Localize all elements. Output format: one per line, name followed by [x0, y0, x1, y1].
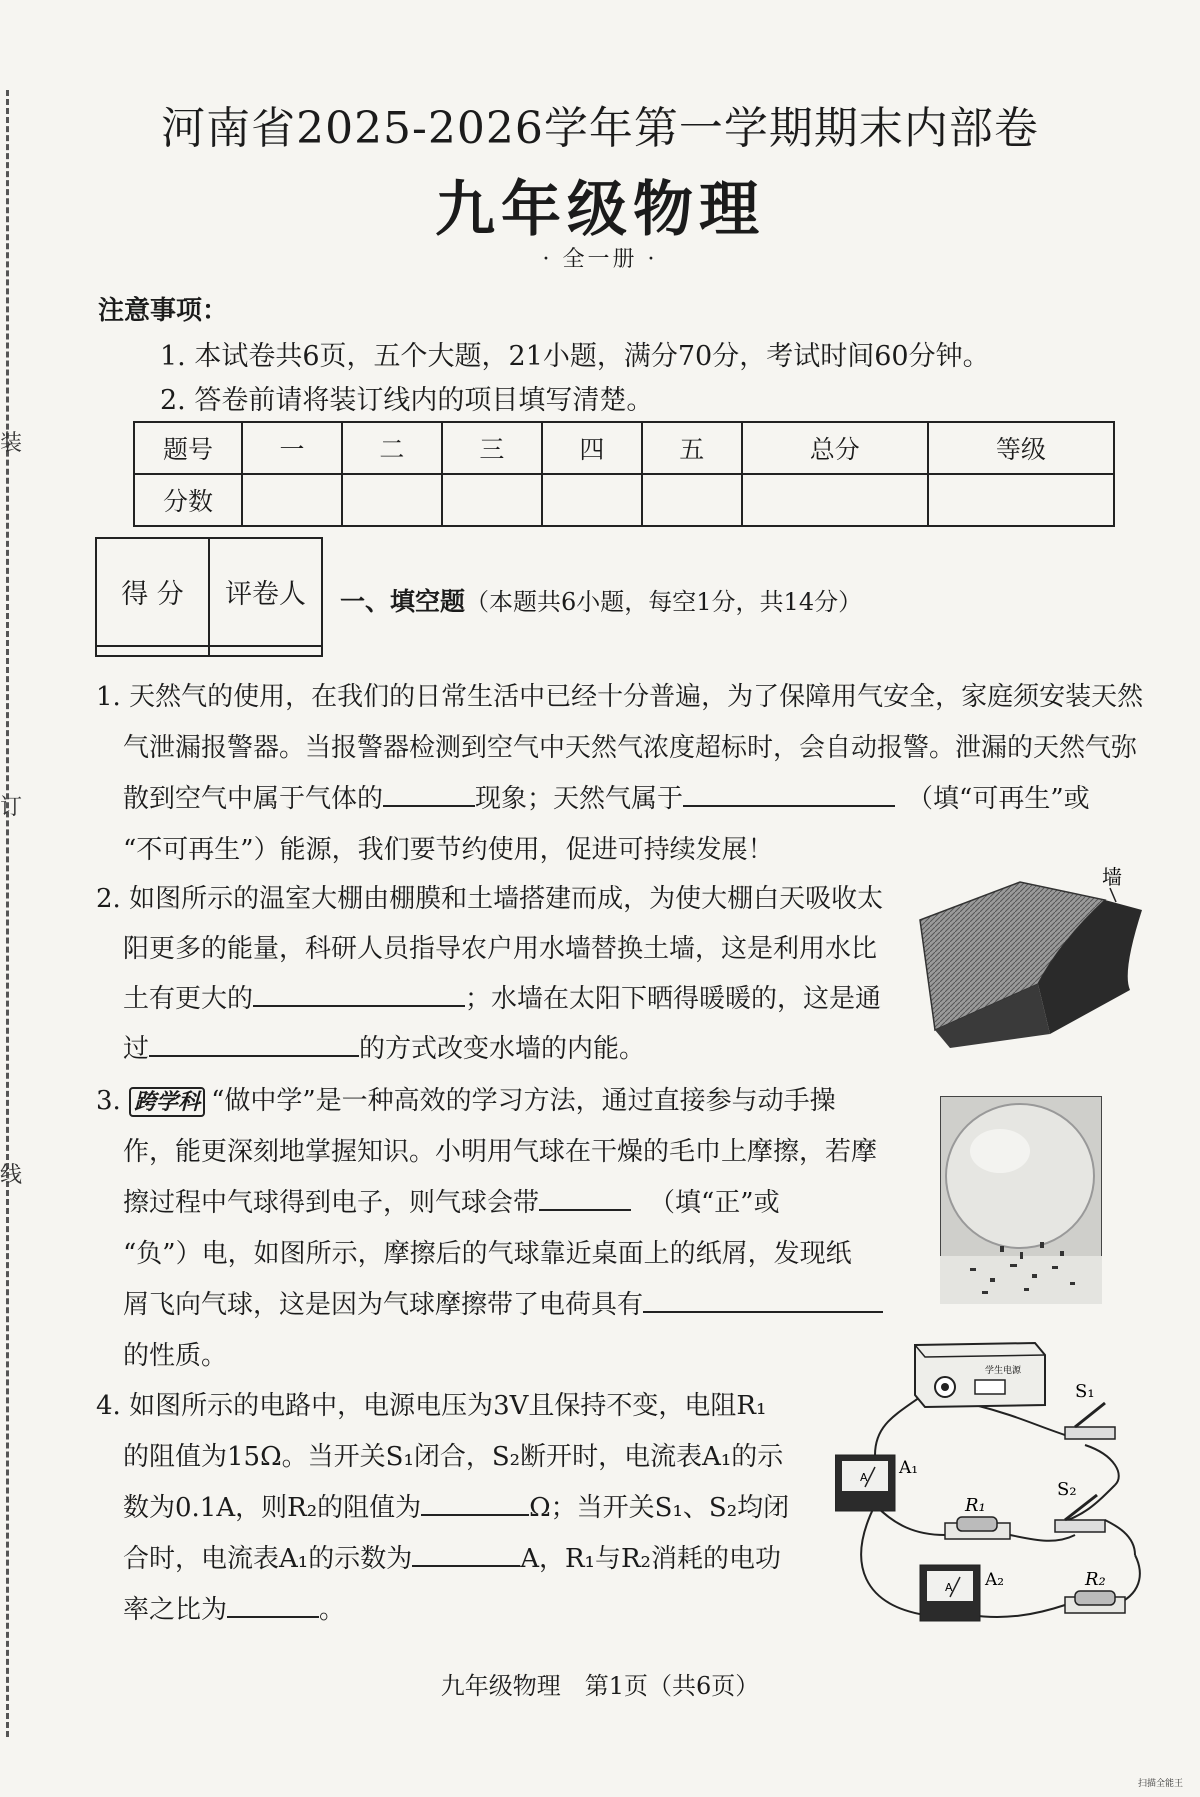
- score-cell[interactable]: [542, 474, 642, 526]
- question-1-line: 气泄漏报警器。当报警器检测到空气中天然气浓度超标时，会自动报警。泄漏的天然气弥: [123, 733, 1138, 763]
- table-header-cell: 总分: [742, 422, 928, 474]
- table-header-cell: 四: [542, 422, 642, 474]
- answer-blank[interactable]: [253, 979, 465, 1007]
- text-segment: 过: [123, 1034, 150, 1064]
- question-3-line: 作，能更深刻地掌握知识。小明用气球在干燥的毛巾上摩擦，若摩: [123, 1137, 878, 1167]
- section-note: （本题共6小题，每空1分，共14分）: [465, 588, 863, 616]
- question-3-line: “负”）电，如图所示，摩擦后的气球靠近桌面上的纸屑，发现纸: [123, 1239, 852, 1269]
- answer-blank[interactable]: [149, 1029, 359, 1057]
- resistor-r1: [945, 1495, 1010, 1539]
- score-cell[interactable]: [742, 474, 928, 526]
- text-segment: （填“可再生”或: [907, 784, 1090, 814]
- grader-box: [95, 537, 323, 657]
- table-row: [96, 646, 322, 656]
- text-segment: “做中学”是一种高效的学习方法，通过直接参与动手操: [211, 1086, 836, 1116]
- question-3-line: [96, 1076, 836, 1127]
- text-segment: 。: [319, 1595, 346, 1625]
- text-segment: 率之比为: [123, 1595, 228, 1625]
- table-header-cell: 二: [342, 422, 442, 474]
- subject-title: 九年级物理: [435, 175, 765, 245]
- text-segment: 擦过程中气球得到电子，则气球会带: [123, 1188, 540, 1218]
- question-3-line: [123, 1178, 780, 1229]
- binding-char: 装: [0, 431, 23, 456]
- power-supply: [915, 1343, 1045, 1407]
- note-item: 1. 本试卷共6页，五个大题，21小题，满分70分，考试时间60分钟。: [160, 341, 990, 372]
- question-2-line: [123, 1024, 645, 1075]
- text-segment: Ω；当开关S₁、S₂均闭: [529, 1493, 790, 1523]
- binding-line: [0, 90, 9, 1737]
- power-supply-label: 学生电源: [985, 1366, 1022, 1376]
- switch-s1: [1065, 1381, 1115, 1439]
- switch-s2: [1055, 1479, 1105, 1532]
- question-4-line: 4. 如图所示的电路中，电源电压为3V且保持不变，电阻R₁: [96, 1391, 767, 1421]
- figure-label: 墙: [1102, 865, 1122, 889]
- answer-blank[interactable]: [383, 779, 475, 807]
- question-2-line: 2. 如图所示的温室大棚由棚膜和土墙搭建而成，为使大棚白天吸收太: [96, 884, 884, 914]
- question-2-line: [123, 974, 881, 1025]
- note-item: 2. 答卷前请将装订线内的项目填写清楚。: [160, 385, 654, 416]
- answer-blank[interactable]: [643, 1285, 883, 1313]
- table-header-cell: 等级: [928, 422, 1114, 474]
- score-cell[interactable]: [928, 474, 1114, 526]
- text-segment: 屑飞向气球，这是因为气球摩擦带了电荷具有: [123, 1290, 644, 1320]
- greenhouse-figure: [910, 862, 1148, 1048]
- question-4-line: [123, 1585, 345, 1636]
- score-cell[interactable]: [442, 474, 542, 526]
- section-title: 一、填空题: [340, 587, 466, 616]
- grader-cell[interactable]: [209, 646, 322, 656]
- balloon-photo: [940, 1096, 1102, 1304]
- score-label: 得 分: [96, 538, 209, 646]
- a2-label: A₂: [985, 1570, 1005, 1590]
- table-row: [134, 422, 1114, 474]
- text-segment: 现象；天然气属于: [475, 784, 684, 814]
- cross-discipline-badge: 跨学科: [129, 1087, 205, 1117]
- question-1-line: [123, 774, 1090, 825]
- notes-heading: 注意事项：: [98, 296, 229, 326]
- ammeter-a2: [920, 1565, 1004, 1621]
- score-table: [133, 421, 1115, 527]
- circuit-figure: [835, 1335, 1155, 1635]
- text-segment: A，R₁与R₂消耗的电功: [520, 1544, 781, 1574]
- r2-label: R₂: [1085, 1569, 1106, 1590]
- score-cell[interactable]: [642, 474, 742, 526]
- ammeter-a1: [835, 1455, 918, 1511]
- question-1-line: “不可再生”）能源，我们要节约使用，促进可持续发展！: [123, 835, 774, 865]
- question-3-line: [123, 1280, 883, 1331]
- r1-label: R₁: [965, 1495, 986, 1516]
- meter-symbol: A: [860, 1471, 868, 1484]
- exam-title: 河南省2025-2026学年第一学期期末内部卷: [161, 103, 1039, 154]
- binding-char: 订: [0, 795, 23, 820]
- score-cell[interactable]: [96, 646, 209, 656]
- text-segment: 数为0.1A，则R₂的阻值为: [123, 1493, 422, 1523]
- page-footer: 九年级物理 第1页（共6页）: [440, 1672, 760, 1700]
- text-segment: （填“正”或: [649, 1188, 780, 1218]
- question-4-line: [123, 1534, 781, 1585]
- question-3-line: 的性质。: [123, 1341, 228, 1371]
- s2-label: S₂: [1057, 1479, 1077, 1500]
- table-header-cell: 五: [642, 422, 742, 474]
- score-cell[interactable]: [342, 474, 442, 526]
- table-header-cell: 三: [442, 422, 542, 474]
- answer-blank[interactable]: [421, 1488, 529, 1516]
- resistor-r2: [1065, 1569, 1125, 1613]
- s1-label: S₁: [1075, 1381, 1095, 1402]
- table-row: [96, 538, 322, 646]
- text-segment: 合时，电流表A₁的示数为: [123, 1544, 413, 1574]
- score-cell[interactable]: [242, 474, 342, 526]
- question-4-line: [123, 1483, 789, 1534]
- binding-char: 线: [0, 1163, 23, 1188]
- answer-blank[interactable]: [227, 1590, 319, 1618]
- grader-label: 评卷人: [209, 538, 322, 646]
- question-2-line: 阳更多的能量，科研人员指导农户用水墙替换土墙，这是利用水比: [123, 934, 878, 964]
- section-heading: [340, 582, 862, 618]
- text-segment: 的方式改变水墙的内能。: [359, 1034, 646, 1064]
- table-header-cell: 题号: [134, 422, 242, 474]
- text-segment: 散到空气中属于气体的: [123, 784, 384, 814]
- question-4-line: 的阻值为15Ω。当开关S₁闭合，S₂断开时，电流表A₁的示: [123, 1442, 784, 1472]
- text-segment: 3.: [96, 1086, 121, 1116]
- meter-symbol: A: [945, 1581, 953, 1594]
- answer-blank[interactable]: [412, 1539, 520, 1567]
- text-segment: ；水墙在太阳下晒得暖暖的，这是通: [465, 984, 882, 1014]
- table-row-label: 分数: [134, 474, 242, 526]
- answer-blank[interactable]: [683, 779, 895, 807]
- table-row: [134, 474, 1114, 526]
- text-segment: 土有更大的: [123, 984, 254, 1014]
- a1-label: A₁: [899, 1458, 919, 1478]
- answer-blank[interactable]: [539, 1183, 631, 1211]
- volume-label: · 全一册 ·: [542, 247, 658, 272]
- question-1-line: 1. 天然气的使用，在我们的日常生活中已经十分普遍，为了保障用气安全，家庭须安装天然: [96, 682, 1144, 712]
- table-header-cell: 一: [242, 422, 342, 474]
- scanner-watermark: 扫描全能王: [1138, 1779, 1184, 1789]
